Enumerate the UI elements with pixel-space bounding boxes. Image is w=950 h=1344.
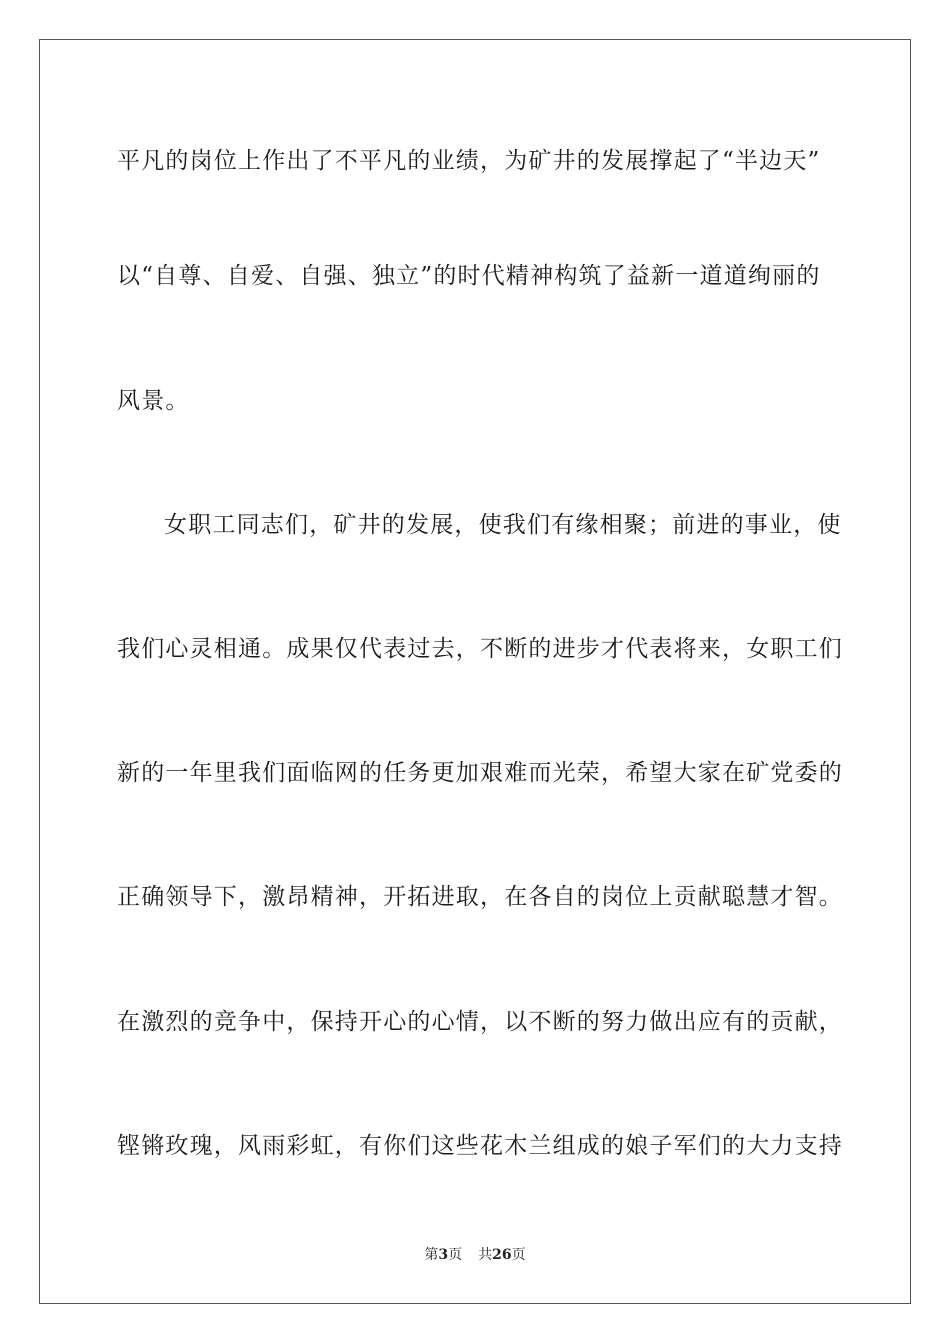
page-footer [0, 1246, 950, 1264]
text-line-5: 我们心灵相通。成果仅代表过去，不断的进步才代表将来，女职工们 [117, 636, 843, 662]
footer-page-number: 3 [438, 1247, 449, 1263]
text-line-9: 铿锵玫瑰，风雨彩虹，有你们这些花木兰组成的娘子军们的大力支持 [117, 1133, 843, 1159]
text-line-1: 平凡的岗位上作出了不平凡的业绩，为矿井的发展撑起了“半边天” [117, 148, 821, 174]
text-line-3: 风景。 [117, 388, 190, 414]
text-line-6: 新的一年里我们面临网的任务更加艰难而光荣，希望大家在矿党委的 [117, 760, 843, 786]
text-line-2: 以“自尊、自爱、自强、独立”的时代精神构筑了益新一道道绚丽的 [117, 263, 821, 289]
footer-total-pages: 26 [492, 1247, 512, 1263]
page-border [39, 39, 911, 1304]
text-line-7: 正确领导下，激昂精神，开拓进取，在各自的岗位上贡献聪慧才智。 [117, 884, 843, 910]
footer-total-suffix: 页 [511, 1247, 526, 1263]
footer-page-prefix: 第 [424, 1247, 439, 1263]
text-line-4-paragraph-start: 女职工同志们，矿井的发展，使我们有缘相聚；前进的事业，使 [164, 512, 842, 538]
footer-page-suffix: 页 [448, 1247, 463, 1263]
text-line-8: 在激烈的竞争中，保持开心的心情，以不断的努力做出应有的贡献， [117, 1009, 843, 1035]
footer-total-prefix: 共 [478, 1247, 493, 1263]
